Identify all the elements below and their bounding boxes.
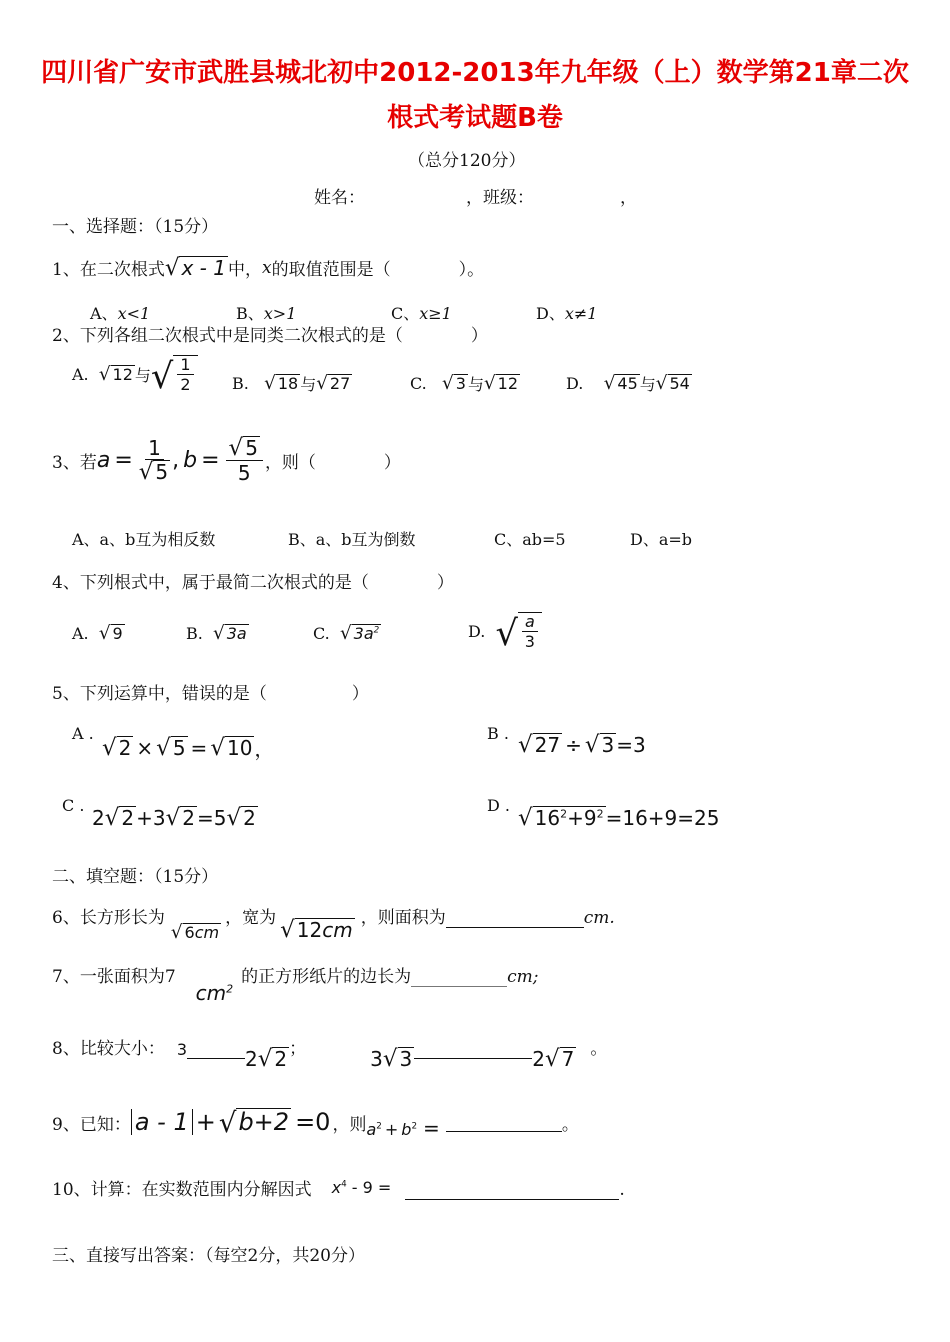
q2-option-a: A. √ 12 与 √ $\frac{1}{2}$ [72,355,198,394]
q5-label-c: C . [62,796,85,815]
name-label: 姓名： [314,188,365,208]
q1-option-b: B、x>1 [236,304,297,323]
q1-suffix: 中， [227,260,262,280]
q3-option-c: C、ab=5 [494,530,566,549]
page-title-line2: 根式考试题B卷 [387,103,563,133]
section-direct-answer-heading: 三、直接写出答案：（每空2分，共20分） [52,1246,365,1266]
q1-prefix: 1、在二次根式 [52,260,165,280]
q3-fraction-b: √ 5 5 [226,436,263,485]
total-score: （总分120分） [408,151,526,171]
class-label: ，班级： [466,188,534,208]
q1-radicand: x - 1 [181,255,226,280]
q1-tail: 的取值范围是（ ）。 [271,260,485,280]
q1-option-d: D、x≠1 [536,304,598,323]
question-9: 9、已知： a - 1 + √ b+2 =0 ，则 $a^2 + b^2$ = 。 [52,1106,579,1141]
q9-answer-blank[interactable] [446,1113,562,1132]
q2-option-d: D. √ 45 与 √ 54 [566,372,690,394]
q5-option-c: 2 √ 2 +3 √ 2 =5 √ 2 [92,805,256,831]
question-7: 7、一张面积为7 $cm^2$ 的正方形纸片的边长为 cm; [52,967,539,1005]
question-2: 2、下列各组二次根式中是同类二次根式的是（ ） [52,326,488,346]
question-10: 10、计算：在实数范围内分解因式 $x^4 - 9$ = . [52,1178,625,1200]
q4-option-b: B. √ 3a [186,622,247,644]
q1-var: x [261,257,272,278]
q3-option-d: D、a=b [630,530,693,549]
q6-answer-blank[interactable] [446,909,584,928]
question-6: 6、长方形长为 √ 6cm ，宽为 √ 12cm ，则面积为 cm. [52,908,615,943]
q10-answer-blank[interactable] [405,1181,619,1200]
q4-option-a: A. √ 9 [72,622,123,644]
q2-option-c: C. √ 3 与 √ 12 [410,372,519,394]
question-3: 3、若 a = 1 √ 5 , b = √ 5 5 ，则（ ） [52,435,401,485]
q1-sqrt: √ x - 1 [164,254,226,281]
question-8: 8、比较大小： 3 2 √ 2 ； 3 √ 3 2 √ 7 。 [52,1039,608,1072]
q7-answer-blank[interactable] [411,968,507,987]
q4-option-d: D. √ $\frac{a}{3}$ [468,612,542,651]
question-4: 4、下列根式中，属于最简二次根式的是（ ） [52,573,454,593]
info-end: ， [620,188,637,208]
question-1 [52,255,484,280]
q1-option-c: C、x≥1 [391,304,452,323]
q3-option-a: A、a、b互为相反数 [72,530,216,549]
q5-label-d: D . [487,796,510,815]
q8-blank-1[interactable] [187,1040,245,1059]
section-choice-heading: 一、选择题：（15分） [52,217,219,237]
q5-option-b: √ 27 ÷ √ 3 =3 [518,732,646,758]
q8-blank-2[interactable] [414,1040,532,1059]
question-5: 5、下列运算中，错误的是（ ） [52,684,369,704]
q5-label-a: A . [72,724,94,743]
q5-option-a: √ 2 × √ 5 = √ 10 ， [102,734,275,761]
q3-prefix: 3、若 [52,453,97,473]
q3-option-b: B、a、b互为倒数 [288,530,416,549]
q3-suffix: ，则（ ） [264,453,401,473]
q1-option-a: A、x<1 [90,304,151,323]
q5-label-b: B . [487,724,509,743]
q2-option-b: B. √ 18 与 √ 27 [232,372,351,394]
q3-fraction-a: 1 √ 5 [138,436,169,485]
q5-option-d: √ $16^2+9^2$ =16+9=25 [518,805,720,831]
section-fill-heading: 二、填空题：（15分） [52,867,219,887]
page-title: 四川省广安市武胜县城北初中2012-2013年九年级（上）数学第21章二次 [41,58,909,88]
q4-option-c: C. √ $3a^2$ [313,622,380,644]
